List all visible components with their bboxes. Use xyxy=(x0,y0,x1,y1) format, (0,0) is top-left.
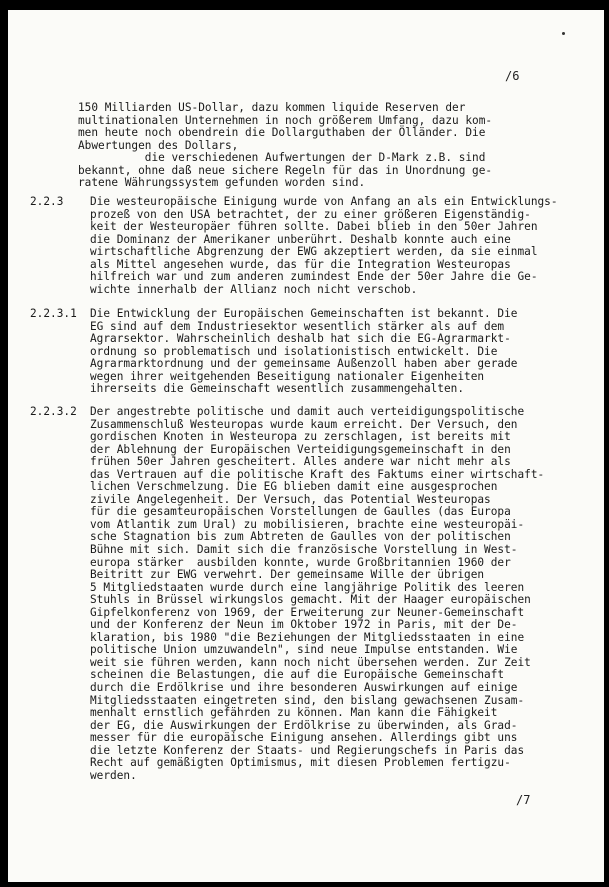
text-line: Agrarmarktordnung und der gemeinsame Außenzoll haben aber gerade xyxy=(90,357,518,371)
text-line: Gipfelkonferenz von 1969, der Erweiterung zur Neuner-Gemeinschaft xyxy=(90,605,525,619)
page-number-bottom: /7 xyxy=(516,793,531,807)
text-line: Recht auf gemäßigten Optimismus, mit diesen Problemen fertigzu- xyxy=(90,756,511,770)
text-line: Mitgliedsstaaten eingetreten sind, den bislang gewachsenen Zusam- xyxy=(90,693,525,707)
text-line: 150 Milliarden US-Dollar, dazu kommen liquide Reserven der xyxy=(78,101,466,114)
text-line: die Dominanz der Amerikaner unberührt. Deshalb konnte auch eine xyxy=(90,232,511,246)
text-line: die letzte Konferenz der Staats- und Regierungschefs in Paris das xyxy=(90,743,525,757)
text-line: EG sind auf dem Industriesektor wesentlich stärker als auf dem xyxy=(90,319,505,333)
text-line: das Vertrauen auf die politische Kraft des Faktums einer wirtschaft- xyxy=(90,467,545,481)
text-line: ordnung so problematisch und isolationistisch entwickelt. Die xyxy=(90,344,498,358)
text-line: wegen ihrer weitgehenden Beseitigung nationaler Eigenheiten xyxy=(90,369,485,383)
text-line: klaration, bis 1980 "die Beziehungen der Mitgliedsstaaten in eine xyxy=(90,630,525,644)
text-line: zivile Angelegenheit. Der Versuch, das Potential Westeuropas xyxy=(90,492,491,506)
text-line: Bühne mit sich. Damit sich die französische Vorstellung in West- xyxy=(90,543,518,557)
text-line: keit der Westeuropäer führen sollte. Dabei blieb in den 50er Jahren xyxy=(90,220,538,234)
text-line: und der Konferenz der Neun im Oktober 1972 in Paris, mit der De- xyxy=(90,618,518,632)
text-line: wichte innerhalb der Allianz noch nicht verschob. xyxy=(90,282,418,296)
section-number-2-2-3-1: 2.2.3.1 xyxy=(30,307,77,320)
text-line: bekannt, ohne daß neue sichere Regeln für das in Unordnung ge- xyxy=(78,163,493,177)
text-line: weit sie führen werden, kann noch nicht übersehen werden. Zur Zeit xyxy=(90,655,531,669)
text-line: Abwertungen des Dollars, xyxy=(78,138,239,152)
section-2-2-3-paragraph xyxy=(90,196,558,296)
text-line: scheinen die Belastungen, die auf die Europäische Gemeinschaft xyxy=(90,668,505,682)
text-line: messer für die europäische Einigung ansehen. Allerdings gibt uns xyxy=(90,731,518,745)
text-line: frühen 50er Jahren gescheitert. Alles andere war nicht mehr als xyxy=(90,455,511,469)
text-line: Beitritt zur EWG verwehrt. Der gemeinsame Wille der übrigen xyxy=(90,568,485,582)
section-2-2-3-2-paragraph xyxy=(90,406,544,782)
text-line: men heute noch obendrein die Dollarguthaben der Ölländer. Die xyxy=(78,126,486,140)
text-line: Der angestrebte politische und damit auch verteidigungspolitische xyxy=(90,405,525,418)
text-line: die verschiedenen Aufwertungen der D-Mark z.B. sind xyxy=(78,151,486,165)
text-line: Zusammenschluß Westeuropas wurde kaum erreicht. Der Versuch, den xyxy=(90,417,518,431)
text-line: für die gesamteuropäischen Vorstellungen de Gaulles (das Europa xyxy=(90,505,511,519)
text-line: durch die Erdölkrise und ihre besonderen Auswirkungen auf einige xyxy=(90,681,518,695)
text-line: lichen Verschmelzung. Die EG blieben damit eine ausgesprochen xyxy=(90,480,498,494)
text-line: 5 Mitgliedstaaten wurde durch eine langjährige Politik des leeren xyxy=(90,580,525,594)
text-line: vom Atlantik zum Ural) zu mobilisieren, brachte eine westeuropäi- xyxy=(90,517,525,531)
text-line: ratene Währungssystem gefunden worden sind. xyxy=(78,176,366,190)
text-line: sche Stagnation bis zum Abtreten de Gaulles von der politischen xyxy=(90,530,511,544)
text-line: Stuhls in Brüssel wirkungslos gemacht. Mit der Haager europäischen xyxy=(90,593,531,607)
text-line: hilfreich war und zum anderen zumindest Ende der 50er Jahre die Ge- xyxy=(90,270,538,284)
section-number-2-2-3: 2.2.3 xyxy=(30,195,64,208)
section-number-2-2-3-2: 2.2.3.2 xyxy=(30,405,77,418)
text-line: wirtschaftliche Abgrenzung der EWG akzeptiert werden, da sie einmal xyxy=(90,245,538,259)
text-line: Die Entwicklung der Europäischen Gemeinschaften ist bekannt. Die xyxy=(90,307,518,320)
text-line: ihrerseits die Gemeinschaft wesentlich zusammengehalten. xyxy=(90,382,465,396)
scan-speck xyxy=(562,32,565,35)
text-line: europa stärker ausbilden konnte, wurde Großbritannien 1960 der xyxy=(90,555,511,569)
document-page xyxy=(8,10,604,882)
text-line: menhalt ernstlich gefährden zu können. Man kann die Fähigkeit xyxy=(90,706,498,720)
text-line: Agrarsektor. Wahrscheinlich deshalb hat sich die EG-Agrarmarkt- xyxy=(90,332,511,346)
page-number-top: /6 xyxy=(505,69,520,83)
text-line: gordischen Knoten in Westeuropa zu zerschlagen, ist bereits mit xyxy=(90,430,511,444)
text-line: politische Union umzuwandeln", sind neue Impulse entstanden. Wie xyxy=(90,643,518,657)
text-line: werden. xyxy=(90,768,137,782)
text-line: Die westeuropäische Einigung wurde von Anfang an als ein Entwicklungs- xyxy=(90,195,558,208)
intro-paragraph xyxy=(78,102,492,190)
text-line: prozeß von den USA betrachtet, der zu einer größeren Eigenständig- xyxy=(90,207,531,221)
text-line: als Mittel angesehen wurde, das für die Integration Westeuropas xyxy=(90,257,511,271)
section-2-2-3-1-paragraph xyxy=(90,308,517,396)
text-line: der Ablehnung der Europäischen Verteidigungsgemeinschaft in den xyxy=(90,442,511,456)
text-line: multinationalen Unternehmen in noch größerem Umfang, dazu kom- xyxy=(78,113,493,127)
text-line: der EG, die Auswirkungen der Erdölkrise zu überwinden, als Grad- xyxy=(90,718,518,732)
